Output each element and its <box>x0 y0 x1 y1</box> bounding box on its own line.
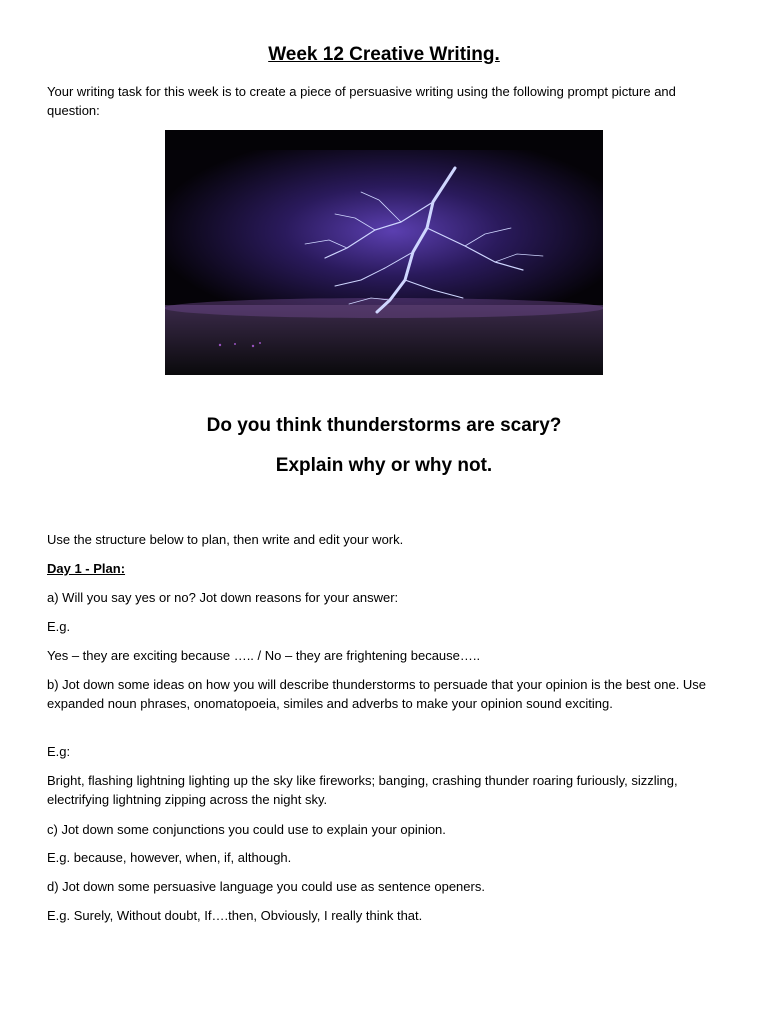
task-c-example: E.g. because, however, when, if, although. <box>47 850 292 865</box>
task-c: c) Jot down some conjunctions you could use to explain your opinion. <box>47 822 446 837</box>
task-d: d) Jot down some persuasive language you could use as sentence openers. <box>47 879 485 894</box>
task-b-example: Bright, flashing lightning lighting up the sky like fireworks; banging, crashing thunder roaring furiously, sizzling, electrifying lightning zipping across the night sky. <box>47 773 678 807</box>
question-line-1: Do you think thunderstorms are scary? <box>206 415 562 436</box>
task-b-example-label: E.g: <box>47 744 71 759</box>
task-d-example: E.g. Surely, Without doubt, If….then, Obviously, I really think that. <box>47 908 423 923</box>
intro-text: Your writing task for this week is to create a piece of persuasive writing using the following prompt picture and question: <box>47 84 676 118</box>
structure-note: Use the structure below to plan, then write and edit your work. <box>47 532 404 547</box>
day-1-heading: Day 1 - Plan: <box>47 561 126 576</box>
task-a-example: Yes – they are exciting because ….. / No – they are frightening because….. <box>47 648 481 663</box>
lightning-illustration <box>165 130 603 375</box>
task-a-example-label: E.g. <box>47 619 71 634</box>
page-title: Week 12 Creative Writing. <box>268 44 500 65</box>
lightning-storm-photo <box>165 130 603 375</box>
task-b: b) Jot down some ideas on how you will describe thunderstorms to persuade that your opinion is the best one. Use expanded noun phrases, onomatopoeia, similes and adverbs to make your opinion sound exciting. <box>47 677 707 711</box>
task-a: a) Will you say yes or no? Jot down reasons for your answer: <box>47 590 399 605</box>
question-line-2: Explain why or why not. <box>275 455 493 476</box>
